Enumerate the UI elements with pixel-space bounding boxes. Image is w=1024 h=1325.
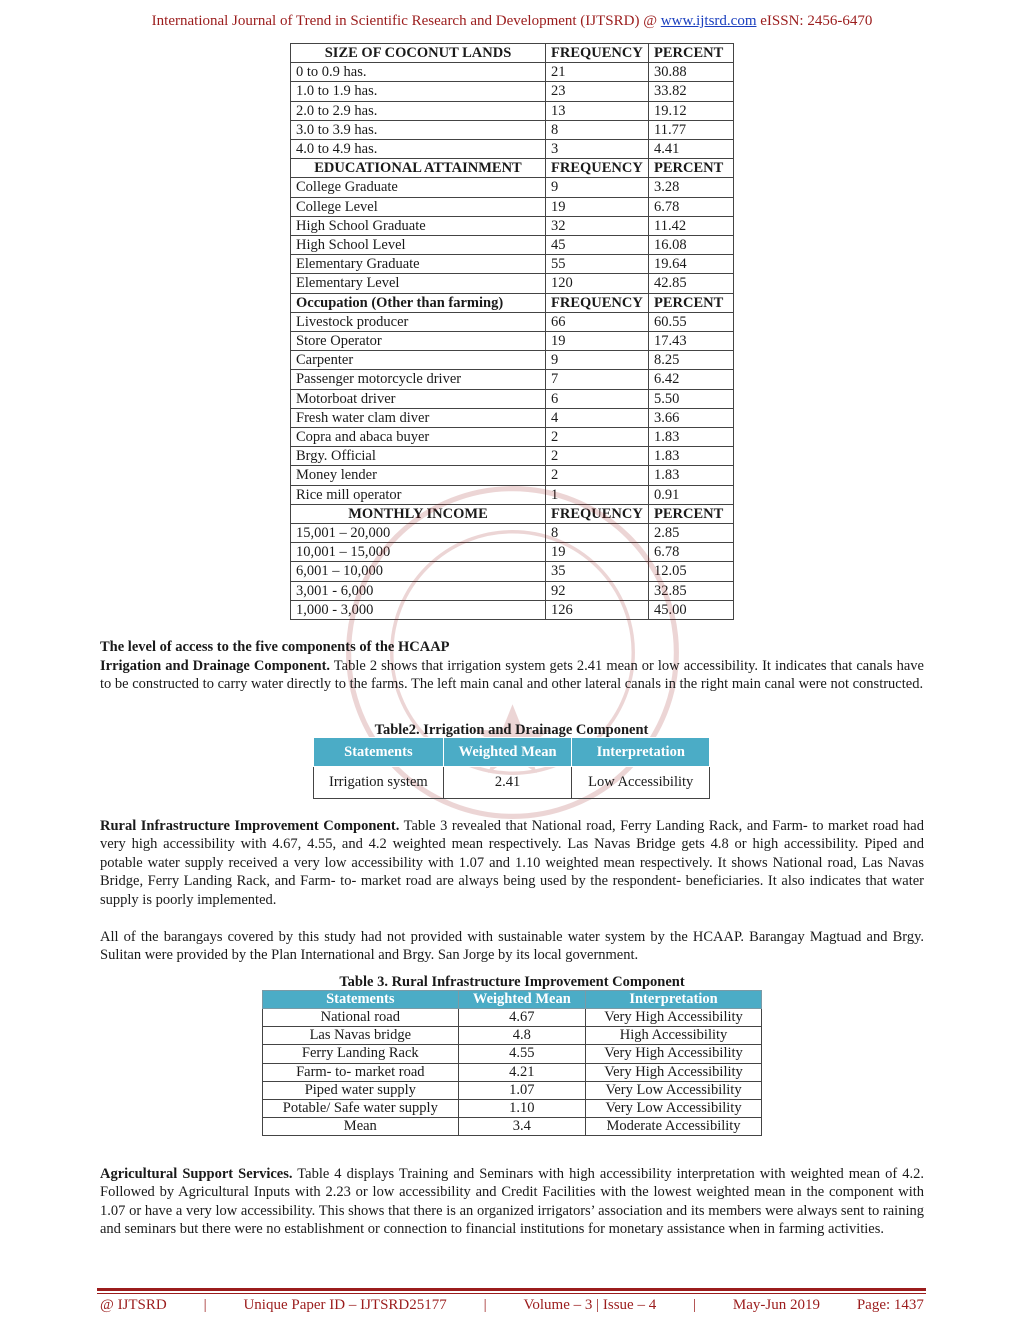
table-cell: 19.64 [649, 255, 734, 274]
table-cell: 8 [546, 524, 649, 543]
table-row [291, 389, 734, 408]
table-header-cell: Interpretation [586, 991, 762, 1009]
table-cell: Elementary Level [291, 274, 546, 293]
table-row [291, 485, 734, 504]
table-cell: 45.00 [649, 600, 734, 619]
table-cell: 8 [546, 120, 649, 139]
table-cell: PERCENT [649, 44, 734, 63]
running-header [0, 13, 1024, 30]
table-cell: Copra and abaca buyer [291, 428, 546, 447]
table-cell: 13 [546, 101, 649, 120]
table-cell: 19.12 [649, 101, 734, 120]
table-cell: 4.8 [458, 1027, 585, 1045]
footer-divider [97, 1288, 926, 1291]
paragraph-barangays: All of the barangays covered by this study had not provided with sustainable water system by the HCAAP. Barangay Magtuad and Brgy. Sulitan were provided by the Plan International and Brgy. San Jorge by its local government. [100, 929, 924, 964]
table-cell: Store Operator [291, 332, 546, 351]
table-cell: 92 [546, 581, 649, 600]
table-cell: Rice mill operator [291, 485, 546, 504]
table-cell: PERCENT [649, 293, 734, 312]
respondent-profile-table [290, 43, 734, 620]
table-cell: SIZE OF COCONUT LANDS [291, 44, 546, 63]
table-row [291, 140, 734, 159]
table-row [291, 581, 734, 600]
table-row [291, 524, 734, 543]
table-row [291, 600, 734, 619]
table-section-header-row [291, 159, 734, 178]
table-header-cell: Interpretation [572, 738, 710, 767]
table-row [291, 543, 734, 562]
table-cell: 1.0 to 1.9 has. [291, 82, 546, 101]
table-cell: 19 [546, 197, 649, 216]
table-cell: 42.85 [649, 274, 734, 293]
table-cell: Piped water supply [263, 1081, 459, 1099]
table3-caption: Table 3. Rural Infrastructure Improvement Component [339, 974, 685, 990]
table-cell: 19 [546, 543, 649, 562]
table-row [263, 1081, 762, 1099]
table-cell: Irrigation system [314, 767, 444, 799]
table-cell: 120 [546, 274, 649, 293]
table-cell: 6.42 [649, 370, 734, 389]
table-cell: Very High Accessibility [586, 1045, 762, 1063]
table-row [314, 767, 710, 799]
table-cell: 4.55 [458, 1045, 585, 1063]
table-cell: Very High Accessibility [586, 1063, 762, 1081]
table-row [291, 120, 734, 139]
table-row [291, 255, 734, 274]
table-cell: 12.05 [649, 562, 734, 581]
table-header-cell: Statements [314, 738, 444, 767]
table-cell: 2 [546, 428, 649, 447]
table-row [263, 1027, 762, 1045]
table-cell: Carpenter [291, 351, 546, 370]
irrigation-table [313, 737, 710, 799]
table-row [291, 332, 734, 351]
table-cell: 6 [546, 389, 649, 408]
table-cell: Moderate Accessibility [586, 1118, 762, 1136]
footer-separator: | [203, 1297, 207, 1313]
table-cell: 4.21 [458, 1063, 585, 1081]
table-cell: 2.85 [649, 524, 734, 543]
footer-page: Page: 1437 [856, 1297, 924, 1313]
table-cell: 1.10 [458, 1100, 585, 1118]
table-cell: 2 [546, 466, 649, 485]
footer-volume: Volume – 3 | Issue – 4 [523, 1297, 657, 1313]
table-cell: 4.41 [649, 140, 734, 159]
paragraph-agricultural-support [100, 1165, 924, 1239]
table-row [291, 447, 734, 466]
paragraph-rural-infrastructure [100, 817, 924, 909]
table-cell: 66 [546, 312, 649, 331]
paragraph-text: Table 2 shows that irrigation system gets 2.41 mean or low accessibility. It indicates that canals have to be constructed to carry water directly to the farms. The left main canal and other lateral canals in the right main canal were not constructed. [100, 658, 924, 693]
footer-date: May-Jun 2019 [732, 1297, 820, 1313]
journal-website-link[interactable]: www.ijtsrd.com [660, 13, 757, 29]
table-cell: 3.4 [458, 1118, 585, 1136]
table-cell: Passenger motorcycle driver [291, 370, 546, 389]
table-row [263, 1009, 762, 1027]
table-cell: Mean [263, 1118, 459, 1136]
table-cell: Brgy. Official [291, 447, 546, 466]
table-header-cell: Weighted Mean [458, 991, 585, 1009]
table-cell: 1.83 [649, 447, 734, 466]
table-cell: 9 [546, 351, 649, 370]
section-heading: The level of access to the five components of the HCAAP [100, 639, 450, 655]
table-cell: 32.85 [649, 581, 734, 600]
table-cell: Occupation (Other than farming) [291, 293, 546, 312]
footer-paper-id: Unique Paper ID – IJTSRD25177 [243, 1297, 447, 1313]
table-cell: FREQUENCY [546, 159, 649, 178]
table-cell: FREQUENCY [546, 293, 649, 312]
header-issn: eISSN: 2456-6470 [756, 13, 873, 29]
table-row [291, 562, 734, 581]
table-cell: College Level [291, 197, 546, 216]
table-cell: PERCENT [649, 159, 734, 178]
table-row [263, 1063, 762, 1081]
table-cell: 45 [546, 236, 649, 255]
table-row [291, 82, 734, 101]
table-cell: Elementary Graduate [291, 255, 546, 274]
table-cell: 3.28 [649, 178, 734, 197]
table-cell: FREQUENCY [546, 504, 649, 523]
table-cell: 16.08 [649, 236, 734, 255]
table-cell: 2.41 [443, 767, 572, 799]
table-cell: PERCENT [649, 504, 734, 523]
table-cell: 60.55 [649, 312, 734, 331]
footer-journal: @ IJTSRD [100, 1297, 167, 1313]
table-row [291, 428, 734, 447]
table-cell: 4.0 to 4.9 has. [291, 140, 546, 159]
table-row [291, 101, 734, 120]
table-header-cell: Statements [263, 991, 459, 1009]
table-cell: 23 [546, 82, 649, 101]
table-row [263, 1118, 762, 1136]
table-cell: 2 [546, 447, 649, 466]
table-cell: National road [263, 1009, 459, 1027]
table-cell: Low Accessibility [572, 767, 710, 799]
table-cell: MONTHLY INCOME [291, 504, 546, 523]
table-cell: Very High Accessibility [586, 1009, 762, 1027]
table-cell: 17.43 [649, 332, 734, 351]
paragraph-text: Table 3 revealed that National road, Ferry Landing Rack, and Farm- to market road had very high accessibility with 4.67, 4.55, and 4.2 weighted mean respectively. Las Navas Bridge gets 4.8 or high accessibility. Piped and potable water supply received a very low accessibility with 1.07 and 1.10 weighted mean respectively. It shows National road, Las Navas Bridge, Ferry Landing Rack, and Farm- to- market road are always being used by the respondent- beneficiaries. It also indicates that water supply is poorly implemented. [100, 818, 924, 908]
paragraph-irrigation [100, 657, 924, 694]
table-cell: 1,000 - 3,000 [291, 600, 546, 619]
table-row [291, 63, 734, 82]
table-section-header-row [291, 504, 734, 523]
table-cell: 4 [546, 408, 649, 427]
table-cell: 1.07 [458, 1081, 585, 1099]
table-cell: Very Low Accessibility [586, 1100, 762, 1118]
table-row [291, 351, 734, 370]
table-cell: 3 [546, 140, 649, 159]
table-cell: 35 [546, 562, 649, 581]
table-row [291, 216, 734, 235]
table-cell: High School Graduate [291, 216, 546, 235]
table-cell: Livestock producer [291, 312, 546, 331]
table-cell: 1.83 [649, 466, 734, 485]
paragraph-lead: Irrigation and Drainage Component. [100, 658, 331, 674]
rural-infrastructure-table [262, 990, 762, 1136]
table-cell: Money lender [291, 466, 546, 485]
footer-separator: | [483, 1297, 487, 1313]
paragraph-lead: Agricultural Support Services. [100, 1166, 293, 1182]
table-row [291, 408, 734, 427]
table-row [291, 178, 734, 197]
table-cell: 5.50 [649, 389, 734, 408]
table-header-cell: Weighted Mean [443, 738, 572, 767]
table-cell: 55 [546, 255, 649, 274]
table-cell: 6,001 – 10,000 [291, 562, 546, 581]
table-cell: 1 [546, 485, 649, 504]
table-cell: 1.83 [649, 428, 734, 447]
table-cell: 0.91 [649, 485, 734, 504]
table-cell: 15,001 – 20,000 [291, 524, 546, 543]
table-cell: Ferry Landing Rack [263, 1045, 459, 1063]
paragraph-lead: Rural Infrastructure Improvement Component. [100, 818, 400, 834]
table-row [291, 466, 734, 485]
table-cell: High School Level [291, 236, 546, 255]
table-cell: 33.82 [649, 82, 734, 101]
table2-caption: Table2. Irrigation and Drainage Component [374, 722, 649, 738]
table-row [291, 274, 734, 293]
table-row [291, 312, 734, 331]
table-cell: 11.77 [649, 120, 734, 139]
table-section-header-row [291, 44, 734, 63]
table-row [263, 1045, 762, 1063]
table-cell: 9 [546, 178, 649, 197]
footer-separator: | [693, 1297, 697, 1313]
table-cell: 126 [546, 600, 649, 619]
table-cell: 8.25 [649, 351, 734, 370]
table-cell: 11.42 [649, 216, 734, 235]
table-cell: Very Low Accessibility [586, 1081, 762, 1099]
table-cell: 6.78 [649, 197, 734, 216]
table-cell: 21 [546, 63, 649, 82]
footer-divider-thin [97, 1293, 926, 1294]
table-cell: 3.0 to 3.9 has. [291, 120, 546, 139]
table-cell: 7 [546, 370, 649, 389]
table-row [291, 236, 734, 255]
table-cell: Farm- to- market road [263, 1063, 459, 1081]
table-section-header-row [291, 293, 734, 312]
table-cell: High Accessibility [586, 1027, 762, 1045]
table-cell: Potable/ Safe water supply [263, 1100, 459, 1118]
header-journal-title: International Journal of Trend in Scientific Research and Development (IJTSRD) @ [151, 13, 661, 29]
paragraph-text: Table 4 displays Training and Seminars with high accessibility interpretation with weighted mean of 4.2. Followed by Agricultural Inputs with 2.23 or low accessibility and Credit Facilities with the lowest weighted mean in the component with 1.07 or have a very low accessibility. This shows that there is an organized irrigators’ association and its members were always sent to raining and seminars but there were no establishment or connection to financial institutions for monetary assistance when in farming activities. [100, 1166, 925, 1238]
table-cell: 2.0 to 2.9 has. [291, 101, 546, 120]
table-cell: 3.66 [649, 408, 734, 427]
table-cell: 19 [546, 332, 649, 351]
table-cell: 10,001 – 15,000 [291, 543, 546, 562]
table-cell: 4.67 [458, 1009, 585, 1027]
table-cell: 30.88 [649, 63, 734, 82]
table-cell: Motorboat driver [291, 389, 546, 408]
table-cell: EDUCATIONAL ATTAINMENT [291, 159, 546, 178]
table-cell: College Graduate [291, 178, 546, 197]
table-cell: 6.78 [649, 543, 734, 562]
running-footer [100, 1297, 924, 1314]
table-cell: Las Navas bridge [263, 1027, 459, 1045]
table-row [263, 1100, 762, 1118]
table-row [291, 197, 734, 216]
table-row [291, 370, 734, 389]
table-cell: 0 to 0.9 has. [291, 63, 546, 82]
table-cell: FREQUENCY [546, 44, 649, 63]
table-cell: 32 [546, 216, 649, 235]
table-cell: Fresh water clam diver [291, 408, 546, 427]
table-cell: 3,001 - 6,000 [291, 581, 546, 600]
